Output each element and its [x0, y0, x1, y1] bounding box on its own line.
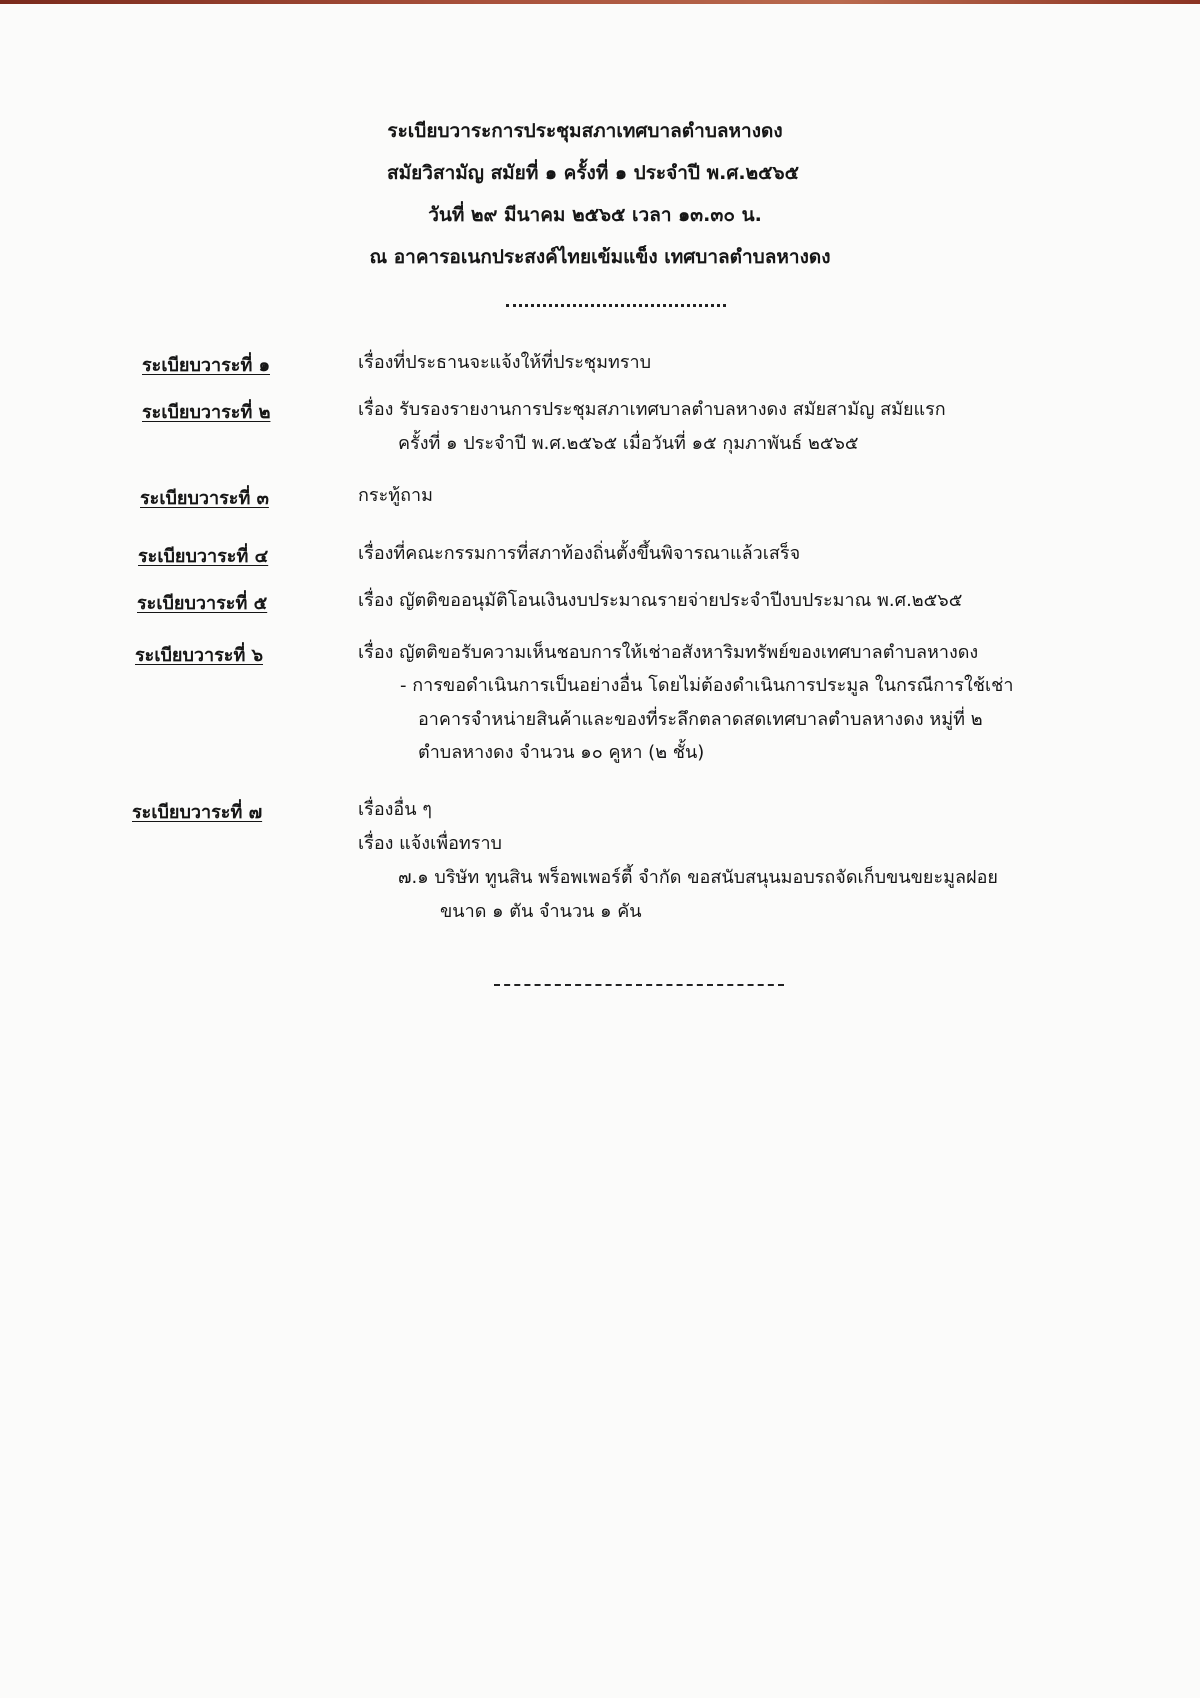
header-title: ระเบียบวาระการประชุมสภาเทศบาลตำบลหางดง [387, 120, 783, 142]
agenda-text-secondary: เรื่อง แจ้งเพื่อทราบ [358, 833, 502, 854]
agenda-label: ระเบียบวาระที่ ๔ [138, 546, 269, 567]
agenda-text: เรื่องอื่น ๆ [358, 799, 432, 820]
header-venue: ณ อาคารอเนกประสงค์ไทยเข้มแข็ง เทศบาลตำบลหางดง [369, 246, 831, 268]
agenda-label: ระเบียบวาระที่ ๓ [140, 488, 269, 509]
dotted-separator [506, 304, 726, 307]
agenda-text: เรื่องที่คณะกรรมการที่สภาท้องถิ่นตั้งขึ้นพิจารณาแล้วเสร็จ [358, 543, 801, 564]
scan-edge [0, 0, 1200, 4]
header-date: วันที่ ๒๙ มีนาคม ๒๕๖๕ เวลา ๑๓.๓๐ น. [428, 204, 762, 226]
agenda-subitem: อาคารจำหน่ายสินค้าและของที่ระลึกตลาดสดเทศบาลตำบลหางดง หมู่ที่ ๒ [418, 709, 983, 730]
document-header [0, 110, 1200, 278]
agenda-label: ระเบียบวาระที่ ๒ [142, 402, 271, 423]
end-rule [494, 984, 784, 986]
agenda-text: เรื่องที่ประธานจะแจ้งให้ที่ประชุมทราบ [358, 352, 652, 373]
agenda-subitem: - การขอดำเนินการเป็นอย่างอื่น โดยไม่ต้องดำเนินการประมูล ในกรณีการใช้เช่า [400, 675, 1014, 696]
agenda-label: ระเบียบวาระที่ ๑ [142, 355, 270, 376]
agenda-text: เรื่อง ญัตติขออนุมัติโอนเงินงบประมาณรายจ่ายประจำปีงบประมาณ พ.ศ.๒๕๖๕ [358, 590, 963, 611]
agenda-text: เรื่อง รับรองรายงานการประชุมสภาเทศบาลตำบลหางดง สมัยสามัญ สมัยแรก [358, 399, 946, 420]
agenda-text: เรื่อง ญัตติขอรับความเห็นชอบการให้เช่าอสังหาริมทรัพย์ของเทศบาลตำบลหางดง [358, 642, 979, 663]
agenda-label: ระเบียบวาระที่ ๕ [137, 593, 268, 614]
agenda-subitem: ๗.๑ บริษัท ทูนสิน พร็อพเพอร์ตี้ จำกัด ขอสนับสนุนมอบรถจัดเก็บขนขยะมูลฝอย [398, 867, 998, 888]
agenda-text-continued: ครั้งที่ ๑ ประจำปี พ.ศ.๒๕๖๕ เมื่อวันที่ ๑๕ กุมภาพันธ์ ๒๕๖๕ [398, 433, 859, 454]
agenda-text: กระทู้ถาม [358, 485, 433, 506]
agenda-subitem: ขนาด ๑ ตัน จำนวน ๑ คัน [440, 901, 642, 922]
agenda-label: ระเบียบวาระที่ ๗ [132, 802, 263, 823]
header-session: สมัยวิสามัญ สมัยที่ ๑ ครั้งที่ ๑ ประจำปี พ.ศ.๒๕๖๕ [387, 162, 799, 184]
agenda-subitem: ตำบลหางดง จำนวน ๑๐ คูหา (๒ ชั้น) [418, 742, 705, 763]
agenda-label: ระเบียบวาระที่ ๖ [135, 645, 263, 666]
